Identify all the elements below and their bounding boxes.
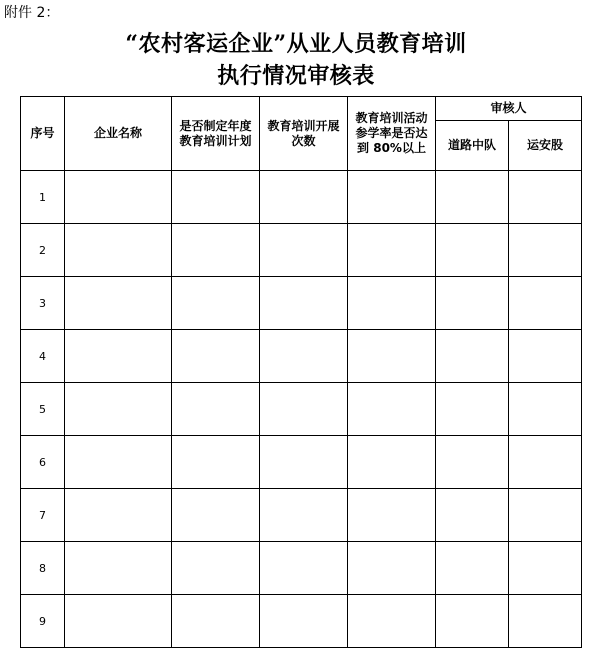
cell-company <box>65 436 172 489</box>
cell-reviewer-road <box>436 383 509 436</box>
table-row <box>21 277 582 330</box>
cell-company <box>65 542 172 595</box>
cell-count <box>260 383 348 436</box>
cell-plan <box>172 330 260 383</box>
header-company: 企业名称 <box>65 97 172 171</box>
cell-count <box>260 436 348 489</box>
cell-plan <box>172 277 260 330</box>
cell-count <box>260 489 348 542</box>
table-row <box>21 542 582 595</box>
cell-reviewer-transport <box>509 436 582 489</box>
cell-reviewer-transport <box>509 330 582 383</box>
cell-seq: 4 <box>21 330 65 383</box>
header-rate <box>348 97 436 171</box>
cell-reviewer-road <box>436 595 509 648</box>
header-reviewer: 审核人 <box>436 97 582 121</box>
cell-seq: 1 <box>21 171 65 224</box>
cell-reviewer-transport <box>509 383 582 436</box>
document-title: “农村客运企业”从业人员教育培训 <box>125 31 467 57</box>
cell-reviewer-transport <box>509 277 582 330</box>
cell-company <box>65 489 172 542</box>
cell-seq: 8 <box>21 542 65 595</box>
cell-seq: 2 <box>21 224 65 277</box>
cell-seq: 6 <box>21 436 65 489</box>
cell-count <box>260 224 348 277</box>
cell-count <box>260 330 348 383</box>
cell-reviewer-transport <box>509 542 582 595</box>
cell-rate <box>348 489 436 542</box>
cell-rate <box>348 171 436 224</box>
table-row <box>21 489 582 542</box>
cell-reviewer-road <box>436 489 509 542</box>
cell-seq: 9 <box>21 595 65 648</box>
document-subtitle: 执行情况审核表 <box>217 63 375 89</box>
cell-plan <box>172 542 260 595</box>
table-row <box>21 436 582 489</box>
cell-plan <box>172 171 260 224</box>
cell-rate <box>348 224 436 277</box>
cell-reviewer-road <box>436 542 509 595</box>
cell-plan <box>172 383 260 436</box>
cell-reviewer-transport <box>509 224 582 277</box>
cell-reviewer-road <box>436 224 509 277</box>
cell-reviewer-road <box>436 436 509 489</box>
cell-count <box>260 277 348 330</box>
cell-reviewer-road <box>436 277 509 330</box>
cell-plan <box>172 224 260 277</box>
cell-plan <box>172 436 260 489</box>
cell-seq: 3 <box>21 277 65 330</box>
cell-rate <box>348 383 436 436</box>
cell-plan <box>172 489 260 542</box>
header-plan-text: 是否制定年度教育培训计划 <box>179 118 252 148</box>
cell-seq: 5 <box>21 383 65 436</box>
header-count-text: 教育培训开展次数 <box>267 118 340 148</box>
cell-count <box>260 171 348 224</box>
cell-company <box>65 383 172 436</box>
review-table <box>20 96 582 648</box>
header-seq: 序号 <box>21 97 65 171</box>
cell-plan <box>172 595 260 648</box>
cell-reviewer-road <box>436 330 509 383</box>
cell-reviewer-transport <box>509 595 582 648</box>
cell-company <box>65 330 172 383</box>
table-row <box>21 330 582 383</box>
cell-rate <box>348 436 436 489</box>
cell-company <box>65 224 172 277</box>
cell-rate <box>348 595 436 648</box>
table-row <box>21 171 582 224</box>
header-reviewer-road: 道路中队 <box>436 121 509 171</box>
table-row <box>21 224 582 277</box>
cell-rate <box>348 330 436 383</box>
cell-count <box>260 542 348 595</box>
cell-reviewer-transport <box>509 489 582 542</box>
table-row <box>21 383 582 436</box>
cell-company <box>65 595 172 648</box>
cell-reviewer-transport <box>509 171 582 224</box>
attachment-label: 附件 2： <box>4 5 60 21</box>
cell-seq: 7 <box>21 489 65 542</box>
table-body <box>21 171 582 648</box>
header-rate-text: 教育培训活动参学率是否达到 80%以上 <box>355 111 428 155</box>
cell-rate <box>348 277 436 330</box>
cell-company <box>65 277 172 330</box>
header-plan <box>172 97 260 171</box>
table-row <box>21 595 582 648</box>
cell-count <box>260 595 348 648</box>
cell-reviewer-road <box>436 171 509 224</box>
cell-company <box>65 171 172 224</box>
header-count <box>260 97 348 171</box>
cell-rate <box>348 542 436 595</box>
header-reviewer-transport: 运安股 <box>509 121 582 171</box>
